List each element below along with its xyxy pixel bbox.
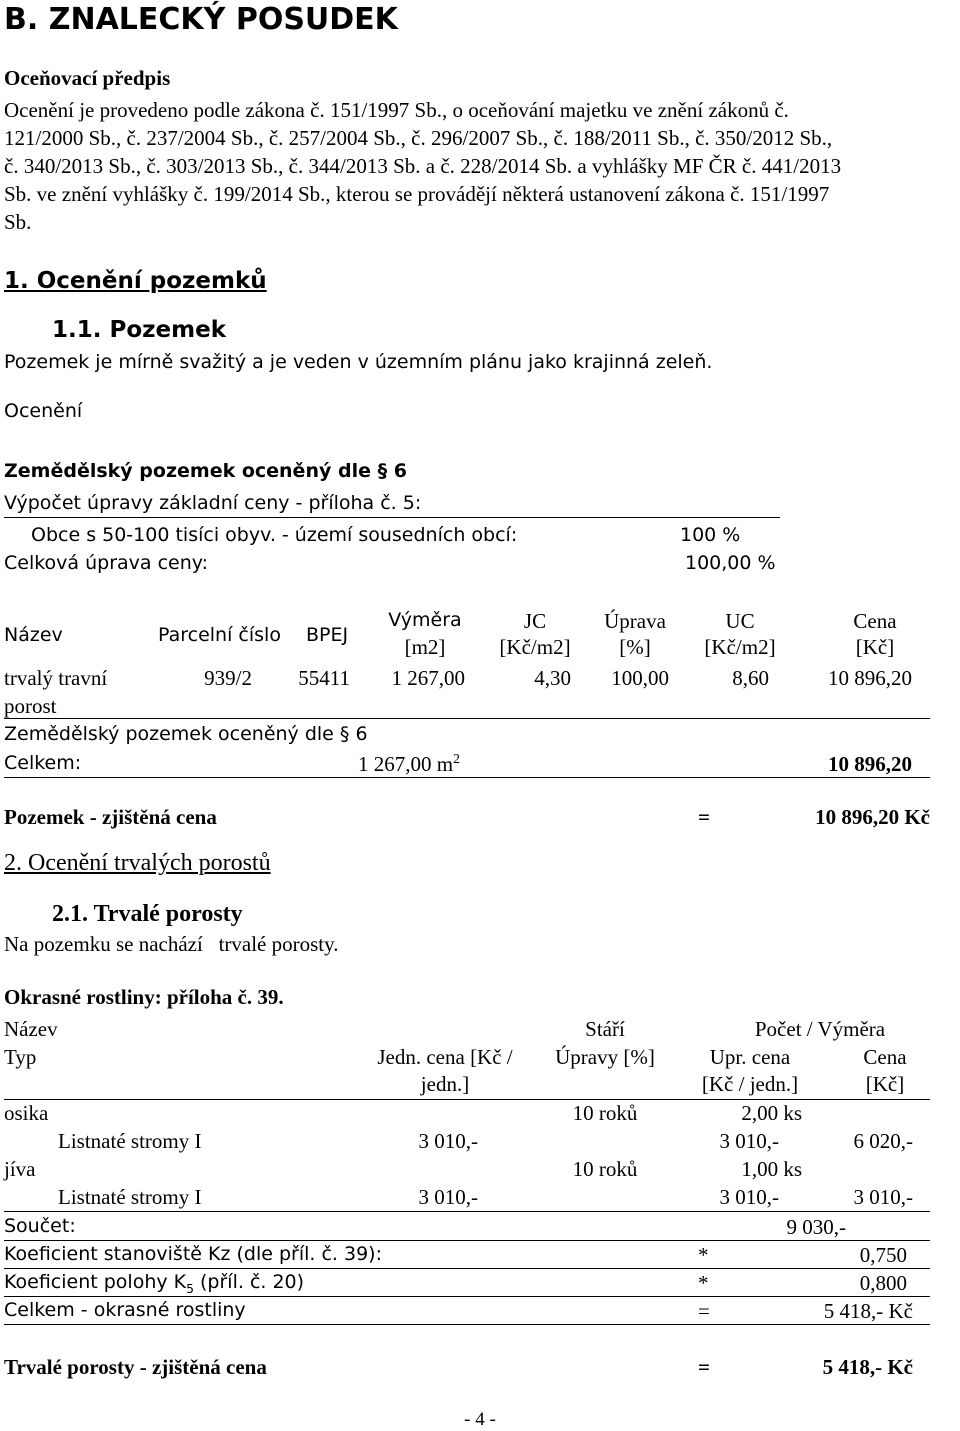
col-header-cena: Cena: [853, 609, 897, 633]
plants-col-jedn: Jedn. cena [Kč /: [377, 1045, 513, 1069]
col-header-nazev: Název: [4, 624, 63, 646]
row-uprava: 100,00: [611, 666, 669, 690]
predpis-line: Ocenění je provedeno podle zákona č. 151/1997 Sb., o oceňování majetku ve znění zákonů č.: [4, 98, 789, 122]
predpis-line: Sb.: [4, 210, 32, 234]
summary-divider: [4, 1296, 930, 1297]
plant-cena: 3 010,-: [853, 1185, 913, 1209]
plants-col-cena: Cena: [863, 1045, 907, 1069]
row-cena: 10 896,20: [828, 666, 912, 690]
col-header-jc: JC: [523, 609, 547, 633]
plant-stari: 10 roků: [572, 1101, 638, 1125]
plants-rows-divider: [4, 1211, 930, 1212]
plant-upr: 3 010,-: [719, 1185, 779, 1209]
table-footer-label: Zemědělský pozemek oceněný dle § 6: [4, 723, 368, 745]
col-header-uc: UC: [725, 609, 755, 633]
plants-col-upr-cena: Upr. cena: [709, 1045, 791, 1069]
plant-stari: 10 roků: [572, 1157, 638, 1181]
pozemek-zjistena-label: Pozemek - zjištěná cena: [4, 805, 217, 829]
plant-nazev: jíva: [4, 1157, 36, 1181]
pozemek-zjistena-eq: =: [698, 805, 710, 829]
plants-col-upr-cena-unit: [Kč / jedn.]: [701, 1072, 799, 1096]
plant-pocet: 1,00 ks: [741, 1157, 802, 1181]
plant-pocet: 2,00 ks: [741, 1101, 802, 1125]
col-header-bpej: BPEJ: [306, 624, 349, 646]
ocenovaci-predpis-heading: Oceňovací předpis: [4, 66, 171, 90]
col-header-uc-unit: [Kč/m2]: [704, 635, 776, 659]
celkem-area-value: 1 267,00 m: [358, 752, 454, 776]
row-uc: 8,60: [732, 666, 769, 690]
plants-col-stari: Stáří: [585, 1017, 625, 1041]
k5-label: [4, 1271, 305, 1296]
celkem-okrasne-label: Celkem - okrasné rostliny: [4, 1299, 246, 1321]
summary-divider: [4, 1268, 930, 1269]
col-header-vymera-unit: [m2]: [404, 635, 446, 659]
porosty-description: Na pozemku se nachází trvalé porosty.: [4, 932, 339, 956]
celkova-uprava-label: Celková úprava ceny:: [4, 552, 209, 574]
porosty-zjistena-eq: =: [698, 1355, 710, 1379]
plants-header-divider: [4, 1099, 930, 1100]
obce-value: 100 %: [680, 524, 741, 546]
celkem-area-unit-exp: 2: [453, 751, 460, 766]
celkem-area: [358, 752, 460, 777]
k5-value: 0,800: [859, 1271, 907, 1295]
subsection-title-porosty: 2.1. Trvalé porosty: [52, 901, 243, 927]
row-nazev: trvalý travní: [4, 666, 108, 690]
soucet-label: Součet:: [4, 1215, 76, 1237]
col-header-uprava: Úprava: [604, 609, 666, 633]
k5-label-ref: (příl. č. 20): [193, 1271, 305, 1293]
k5-label-text: Koeficient polohy K: [4, 1271, 187, 1293]
summary-divider: [4, 1240, 930, 1241]
row-jc: 4,30: [534, 666, 571, 690]
plant-nazev: osika: [4, 1101, 49, 1125]
plants-col-upravy: Úpravy [%]: [555, 1045, 655, 1069]
celkem-value: 10 896,20: [828, 752, 912, 776]
plant-typ: Listnaté stromy I: [58, 1129, 202, 1153]
col-header-parcelni: Parcelní číslo: [158, 624, 281, 646]
kz-label: Koeficient stanoviště Kz (dle příl. č. 39):: [4, 1243, 382, 1265]
celkova-uprava-value: 100,00 %: [685, 552, 776, 574]
kz-operator: *: [698, 1243, 709, 1267]
row-vymera: 1 267,00: [391, 666, 465, 690]
plant-typ: Listnaté stromy I: [58, 1185, 202, 1209]
predpis-line: 121/2000 Sb., č. 237/2004 Sb., č. 257/2004 Sb., č. 296/2007 Sb., č. 188/2011 Sb., č. 350/2012 Sb.,: [4, 126, 833, 150]
col-header-cena-unit: [Kč]: [855, 635, 895, 659]
plants-col-pocet: Počet / Výměra: [754, 1017, 886, 1041]
row-nazev-cont: porost: [4, 694, 57, 718]
celkem-label: Celkem:: [4, 752, 82, 774]
predpis-line: Sb. ve znění vyhlášky č. 199/2014 Sb., kterou se provádějí některá ustanovení zákona č. 151/1997: [4, 182, 830, 206]
table-divider-bottom: [4, 777, 930, 778]
celkem-okrasne-value: 5 418,- Kč: [823, 1299, 913, 1323]
porosty-zjistena-value: 5 418,- Kč: [822, 1355, 913, 1379]
pozemek-zjistena-value: 10 896,20 Kč: [815, 805, 930, 829]
plant-cena: 6 020,-: [853, 1129, 913, 1153]
k5-operator: *: [698, 1271, 709, 1295]
predpis-line: č. 340/2013 Sb., č. 303/2013 Sb., č. 344/2013 Sb. a č. 228/2014 Sb. a vyhlášky MF ČR č. 441/2013: [4, 154, 842, 178]
vypocet-label: Výpočet úpravy základní ceny - příloha č. 5:: [4, 492, 422, 514]
section-title-porosty: 2. Ocenění trvalých porostů: [4, 850, 271, 876]
col-header-jc-unit: [Kč/m2]: [499, 635, 571, 659]
summary-divider: [4, 1324, 930, 1325]
celkem-okrasne-eq: =: [698, 1299, 710, 1323]
plants-col-nazev: Název: [4, 1017, 58, 1041]
document-title: B. ZNALECKÝ POSUDEK: [4, 2, 398, 37]
plants-col-cena-unit: [Kč]: [865, 1072, 905, 1096]
plants-col-typ: Typ: [4, 1045, 37, 1069]
kz-value: 0,750: [859, 1243, 907, 1267]
k5-subscript: 5: [186, 1281, 194, 1296]
plant-jedn: 3 010,-: [418, 1185, 478, 1209]
col-header-vymera: Výměra: [388, 609, 462, 631]
divider: [4, 517, 780, 518]
table-divider: [4, 718, 930, 719]
page-number: - 4 -: [464, 1409, 496, 1430]
plants-col-jedn-cont: jedn.]: [420, 1072, 470, 1096]
col-header-uprava-unit: [%]: [619, 635, 651, 659]
obce-label: Obce s 50-100 tisíci obyv. - území sousedních obcí:: [31, 524, 518, 546]
row-parcelni: 939/2: [204, 666, 252, 690]
soucet-value: 9 030,-: [786, 1215, 846, 1239]
oceneni-label: Ocenění: [4, 400, 83, 422]
okrasne-heading: Okrasné rostliny: příloha č. 39.: [4, 985, 284, 1009]
row-bpej: 55411: [298, 666, 350, 690]
plant-jedn: 3 010,-: [418, 1129, 478, 1153]
pozemek-description: Pozemek je mírně svažitý a je veden v územním plánu jako krajinná zeleň.: [4, 351, 713, 373]
porosty-zjistena-label: Trvalé porosty - zjištěná cena: [4, 1355, 267, 1379]
zemedelsky-heading: Zemědělský pozemek oceněný dle § 6: [4, 460, 407, 482]
plant-upr: 3 010,-: [719, 1129, 779, 1153]
subsection-title-pozemek: 1.1. Pozemek: [52, 317, 226, 343]
section-title-pozemky: 1. Ocenění pozemků: [4, 268, 267, 294]
